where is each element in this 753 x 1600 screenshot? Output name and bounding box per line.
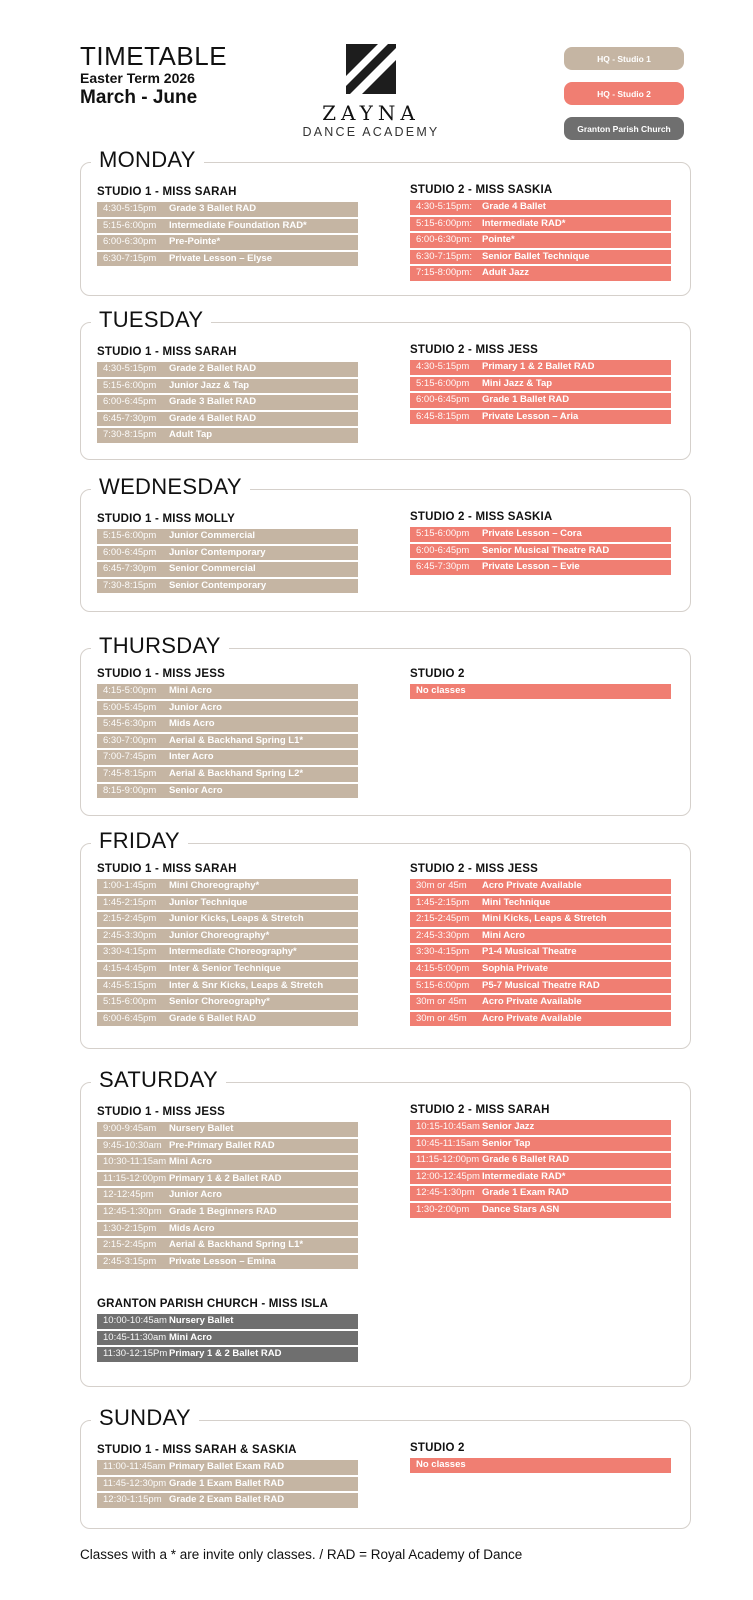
class-row (410, 217, 671, 232)
class-name: Mini Acro (482, 929, 525, 941)
class-time: 4:30-5:15pm: (416, 201, 472, 213)
class-time: 11:00-11:45am (103, 1461, 166, 1473)
class-row (410, 684, 671, 699)
class-name: Pre-Pointe* (169, 236, 221, 248)
class-time: 5:15-6:00pm (103, 996, 157, 1008)
studio2-column (410, 509, 671, 575)
class-name: Mini Technique (482, 896, 551, 908)
class-time: 9:45-10:30am (103, 1139, 162, 1151)
studio1-column (97, 666, 358, 798)
class-row (410, 945, 671, 960)
class-name: Intermediate Foundation RAD* (169, 219, 307, 231)
class-name: Inter & Senior Technique (169, 963, 281, 975)
class-row (97, 579, 358, 594)
class-time: 11:15-12:00pm (416, 1154, 480, 1166)
class-name: Mini Choreography* (169, 880, 260, 892)
class-time: 12-12:45pm (103, 1189, 154, 1201)
studio1-column (97, 344, 358, 443)
day-box-thursday (80, 633, 691, 816)
class-time: 2:15-2:45pm (103, 1239, 157, 1251)
studio1-column (97, 1442, 358, 1508)
class-name: Junior Jazz & Tap (169, 379, 250, 391)
class-row (410, 912, 671, 927)
class-row (410, 544, 671, 559)
class-name: Nursery Ballet (169, 1123, 234, 1135)
class-name: Adult Tap (169, 429, 213, 441)
studio2-column (410, 861, 671, 1026)
studio2-column (410, 182, 671, 281)
class-row (97, 428, 358, 443)
class-time: 4:45-5:15pm (103, 979, 157, 991)
page-title: TIMETABLE (80, 41, 228, 71)
class-name: Grade 6 Ballet RAD (169, 1012, 257, 1024)
studio2-column (410, 1440, 671, 1473)
day-label: SUNDAY (91, 1405, 199, 1431)
class-row (410, 560, 671, 575)
day-box-tuesday (80, 307, 691, 460)
class-row (97, 1255, 358, 1270)
class-name: Junior Technique (169, 896, 248, 908)
class-row (97, 945, 358, 960)
day-box-sunday (80, 1405, 691, 1529)
class-row (410, 1012, 671, 1027)
class-time: 7:00-7:45pm (103, 751, 157, 763)
class-row (97, 784, 358, 799)
class-time: 2:15-2:45pm (416, 913, 470, 925)
class-time: 11:45-12:30pm (103, 1477, 167, 1489)
class-row (410, 979, 671, 994)
studio1-heading: STUDIO 1 - MISS JESS (97, 1106, 225, 1118)
class-time: 6:00-6:45pm (103, 396, 157, 408)
studio1-column (97, 861, 358, 1026)
class-time: 30m or 45m (416, 996, 467, 1008)
class-row (97, 896, 358, 911)
class-time: 12:00-12:45pm (416, 1170, 480, 1182)
class-time: 5:15-6:00pm: (416, 217, 472, 229)
class-name: Grade 6 Ballet RAD (482, 1154, 570, 1166)
class-row (410, 266, 671, 281)
class-name: Grade 2 Exam Ballet RAD (169, 1494, 285, 1506)
class-row (97, 1188, 358, 1203)
class-time: 6:45-7:30pm (416, 561, 470, 573)
class-row (410, 1458, 671, 1473)
class-row (410, 929, 671, 944)
months-label: March - June (80, 87, 198, 108)
studio2-column (410, 666, 671, 699)
legend-studio-2: HQ - Studio 2 (564, 82, 684, 105)
class-time: 7:45-8:15pm (103, 768, 157, 780)
class-name: Private Lesson – Cora (482, 528, 582, 540)
class-time: 1:00-1:45pm (103, 880, 157, 892)
legend-granton: Granton Parish Church (564, 117, 684, 140)
class-time: 5:15-6:00pm (103, 219, 157, 231)
studio2-heading: STUDIO 2 - MISS SASKIA (410, 184, 553, 196)
class-time: 10:30-11:15am (103, 1156, 167, 1168)
studio1-heading: STUDIO 1 - MISS SARAH & SASKIA (97, 1444, 297, 1456)
class-time: 6:45-8:15pm (416, 410, 470, 422)
class-row (97, 995, 358, 1010)
class-time: 6:00-6:45pm (416, 394, 470, 406)
class-name: Senior Acro (169, 784, 223, 796)
class-name: Acro Private Available (482, 1012, 582, 1024)
class-name: Mini Kicks, Leaps & Stretch (482, 913, 607, 925)
logo-subtitle: DANCE ACADEMY (302, 125, 440, 139)
class-row (97, 701, 358, 716)
class-time: 6:30-7:15pm (103, 252, 157, 264)
class-time: 3:30-4:15pm (416, 946, 470, 958)
class-name: Acro Private Available (482, 880, 582, 892)
class-row (97, 202, 358, 217)
class-time: 6:00-6:30pm (103, 236, 157, 248)
class-row (97, 1460, 358, 1475)
class-name: Grade 1 Exam Ballet RAD (169, 1477, 285, 1489)
class-time: 5:15-6:00pm (103, 530, 157, 542)
class-name: Grade 1 Ballet RAD (482, 394, 570, 406)
studio2-heading: STUDIO 2 (410, 668, 465, 680)
studio1-heading: STUDIO 1 - MISS SARAH (97, 863, 237, 875)
class-time (410, 684, 416, 699)
granton-heading: GRANTON PARISH CHURCH - MISS ISLA (97, 1298, 329, 1310)
class-row (97, 1238, 358, 1253)
studio1-heading: STUDIO 1 - MISS JESS (97, 668, 225, 680)
studio2-heading: STUDIO 2 - MISS SASKIA (410, 511, 553, 523)
class-time: 6:30-7:00pm (103, 734, 157, 746)
granton-column (97, 1296, 358, 1362)
zayna-logo-icon (346, 44, 396, 94)
timetable-header (80, 42, 227, 110)
class-time (410, 1458, 416, 1473)
class-name: Inter Acro (169, 751, 214, 763)
class-time: 5:45-6:30pm (103, 718, 157, 730)
class-name: Private Lesson – Aria (482, 410, 579, 422)
class-time: 1:45-2:15pm (416, 896, 470, 908)
class-time: 1:30-2:00pm (416, 1204, 470, 1216)
footer-note: Classes with a * are invite only classes. / RAD = Royal Academy of Dance (80, 1547, 523, 1562)
day-label: MONDAY (91, 147, 204, 173)
class-name: Senior Tap (482, 1137, 531, 1149)
class-time: 7:30-8:15pm (103, 429, 157, 441)
class-name: Acro Private Available (482, 996, 582, 1008)
class-name: Senior Jazz (482, 1121, 535, 1133)
class-row (410, 393, 671, 408)
studio1-heading: STUDIO 1 - MISS SARAH (97, 186, 237, 198)
class-row (97, 1222, 358, 1237)
class-time: 5:15-6:00pm (416, 377, 470, 389)
zayna-logo (296, 44, 446, 140)
class-row (97, 1314, 358, 1329)
class-row (97, 1331, 358, 1346)
class-name: P1-4 Musical Theatre (482, 946, 577, 958)
class-name: Mini Acro (169, 1331, 212, 1343)
class-name: Grade 4 Ballet RAD (169, 412, 257, 424)
class-name: Intermediate RAD* (482, 1170, 566, 1182)
class-name: Pointe* (482, 234, 515, 246)
class-time: 2:45-3:30pm (416, 929, 470, 941)
class-name: Grade 3 Ballet RAD (169, 396, 257, 408)
class-name: P5-7 Musical Theatre RAD (482, 979, 600, 991)
studio1-heading: STUDIO 1 - MISS MOLLY (97, 513, 235, 525)
studio2-heading: STUDIO 2 - MISS JESS (410, 344, 538, 356)
class-time: 6:30-7:15pm: (416, 250, 472, 262)
class-time: 4:30-5:15pm (103, 203, 157, 215)
day-box-monday (80, 147, 691, 296)
class-name: Sophia Private (482, 963, 548, 975)
class-row (97, 734, 358, 749)
class-name: Intermediate RAD* (482, 217, 566, 229)
class-row (410, 1153, 671, 1168)
class-name: Mini Jazz & Tap (482, 377, 553, 389)
day-label: WEDNESDAY (91, 474, 250, 500)
class-time: 7:15-8:00pm: (416, 267, 472, 279)
class-row (97, 1347, 358, 1362)
class-time: 5:15-6:00pm (103, 379, 157, 391)
class-name: Junior Kicks, Leaps & Stretch (169, 913, 304, 925)
class-row (410, 233, 671, 248)
class-time: 4:15-4:45pm (103, 963, 157, 975)
class-row (410, 377, 671, 392)
class-time: 4:30-5:15pm (103, 363, 157, 375)
class-row (97, 379, 358, 394)
studio1-column (97, 511, 358, 593)
class-row (97, 684, 358, 699)
day-label: TUESDAY (91, 307, 211, 333)
class-row (97, 529, 358, 544)
class-time: 11:15-12:00pm (103, 1172, 167, 1184)
class-row (97, 979, 358, 994)
class-name: Primary 1 & 2 Ballet RAD (169, 1172, 282, 1184)
studio1-column (97, 184, 358, 266)
class-row (97, 1493, 358, 1508)
class-time: 5:15-6:00pm (416, 979, 470, 991)
class-name: Aerial & Backhand Spring L2* (169, 768, 304, 780)
class-time: 4:30-5:15pm (416, 361, 470, 373)
class-time: 2:45-3:15pm (103, 1255, 157, 1267)
day-box-saturday (80, 1067, 691, 1387)
class-name: Grade 1 Beginners RAD (169, 1206, 277, 1218)
class-time: 6:00-6:45pm (103, 546, 157, 558)
class-row (97, 1122, 358, 1137)
class-name: Junior Contemporary (169, 546, 266, 558)
studio2-heading: STUDIO 2 - MISS SARAH (410, 1104, 550, 1116)
class-name: Mini Acro (169, 1156, 212, 1168)
logo-name: ZAYNA (322, 101, 420, 125)
class-name: Junior Commercial (169, 530, 256, 542)
class-name: Grade 3 Ballet RAD (169, 203, 257, 215)
class-name: Mids Acro (169, 1222, 215, 1234)
class-row (97, 767, 358, 782)
class-row (410, 1170, 671, 1185)
class-time: 30m or 45m (416, 880, 467, 892)
class-row (410, 879, 671, 894)
class-name: Junior Acro (169, 701, 222, 713)
class-name: Inter & Snr Kicks, Leaps & Stretch (169, 979, 324, 991)
studio2-column (410, 342, 671, 424)
class-name: Senior Musical Theatre RAD (482, 544, 610, 556)
class-name: Grade 1 Exam RAD (482, 1187, 569, 1199)
day-box-friday (80, 828, 691, 1049)
class-name: Junior Acro (169, 1189, 222, 1201)
class-name: Senior Ballet Technique (482, 250, 590, 262)
class-row (97, 912, 358, 927)
class-row (410, 527, 671, 542)
class-time: 10:15-10:45am (416, 1121, 480, 1133)
studio-legend (564, 47, 684, 152)
class-name: Mids Acro (169, 718, 215, 730)
class-row (97, 562, 358, 577)
class-name: Senior Choreography* (169, 996, 270, 1008)
class-name: No classes (416, 1459, 466, 1471)
class-time: 12:30-1:15pm (103, 1494, 162, 1506)
class-name: Grade 2 Ballet RAD (169, 363, 257, 375)
class-row (97, 395, 358, 410)
class-time: 10:45-11:15am (416, 1137, 480, 1149)
class-name: Primary Ballet Exam RAD (169, 1461, 285, 1473)
class-name: Intermediate Choreography* (169, 946, 297, 958)
class-time: 7:30-8:15pm (103, 579, 157, 591)
class-name: Mini Acro (169, 685, 212, 697)
class-name: Nursery Ballet (169, 1315, 234, 1327)
class-time: 10:00-10:45am (103, 1315, 167, 1327)
day-label: THURSDAY (91, 633, 229, 659)
class-row (410, 1120, 671, 1135)
class-time: 4:15-5:00pm (103, 685, 157, 697)
term-label: Easter Term 2026 (80, 70, 195, 86)
class-name: Pre-Primary Ballet RAD (169, 1139, 275, 1151)
class-name: Private Lesson – Emina (169, 1255, 276, 1267)
studio2-column (410, 1102, 671, 1218)
class-time: 6:45-7:30pm (103, 412, 157, 424)
class-row (97, 1139, 358, 1154)
class-row (97, 252, 358, 267)
class-time: 5:00-5:45pm (103, 701, 157, 713)
class-name: Senior Commercial (169, 563, 256, 575)
studio1-column (97, 1104, 358, 1269)
class-row (410, 995, 671, 1010)
class-row (97, 546, 358, 561)
day-label: SATURDAY (91, 1067, 226, 1093)
class-name: Aerial & Backhand Spring L1* (169, 1239, 304, 1251)
class-time: 1:45-2:15pm (103, 896, 157, 908)
studio2-heading: STUDIO 2 - MISS JESS (410, 863, 538, 875)
class-time: 3:30-4:15pm (103, 946, 157, 958)
class-time: 6:45-7:30pm (103, 563, 157, 575)
class-row (97, 750, 358, 765)
class-name: Adult Jazz (482, 267, 529, 279)
class-row (410, 250, 671, 265)
class-time: 6:00-6:30pm: (416, 234, 472, 246)
class-time: 8:15-9:00pm (103, 784, 157, 796)
class-time: 12:45-1:30pm (416, 1187, 475, 1199)
class-row (410, 1203, 671, 1218)
class-row (410, 1137, 671, 1152)
legend-studio-1: HQ - Studio 1 (564, 47, 684, 70)
class-row (410, 896, 671, 911)
class-name: Aerial & Backhand Spring L1* (169, 734, 304, 746)
class-row (97, 1172, 358, 1187)
class-time: 6:00-6:45pm (103, 1012, 157, 1024)
class-time: 10:45-11:30am (103, 1331, 167, 1343)
class-time: 4:15-5:00pm (416, 963, 470, 975)
class-row (97, 929, 358, 944)
class-time: 12:45-1:30pm (103, 1206, 162, 1218)
class-name: Junior Choreography* (169, 929, 270, 941)
class-row (97, 362, 358, 377)
class-name: No classes (416, 685, 466, 697)
class-name: Private Lesson – Evie (482, 561, 580, 573)
day-label: FRIDAY (91, 828, 188, 854)
class-row (97, 717, 358, 732)
class-row (97, 1155, 358, 1170)
class-time: 11:30-12:15Pm (103, 1348, 168, 1360)
class-name: Grade 4 Ballet (482, 201, 546, 213)
class-row (97, 235, 358, 250)
class-row (410, 410, 671, 425)
class-row (410, 1186, 671, 1201)
class-time: 6:00-6:45pm (416, 544, 470, 556)
class-time: 9:00-9:45am (103, 1123, 157, 1135)
class-name: Senior Contemporary (169, 579, 267, 591)
class-row (410, 962, 671, 977)
class-time: 5:15-6:00pm (416, 528, 470, 540)
class-row (97, 962, 358, 977)
class-time: 1:30-2:15pm (103, 1222, 157, 1234)
studio2-heading: STUDIO 2 (410, 1442, 465, 1454)
class-name: Dance Stars ASN (482, 1204, 560, 1216)
class-time: 30m or 45m (416, 1012, 467, 1024)
class-row (97, 1205, 358, 1220)
class-time: 2:45-3:30pm (103, 929, 157, 941)
class-row (97, 219, 358, 234)
class-row (97, 879, 358, 894)
studio1-heading: STUDIO 1 - MISS SARAH (97, 346, 237, 358)
class-name: Primary 1 & 2 Ballet RAD (482, 361, 595, 373)
class-row (410, 360, 671, 375)
class-name: Primary 1 & 2 Ballet RAD (169, 1348, 282, 1360)
class-row (97, 412, 358, 427)
class-name: Private Lesson – Elyse (169, 252, 272, 264)
class-row (410, 200, 671, 215)
class-time: 2:15-2:45pm (103, 913, 157, 925)
day-box-wednesday (80, 474, 691, 612)
class-row (97, 1012, 358, 1027)
class-row (97, 1477, 358, 1492)
